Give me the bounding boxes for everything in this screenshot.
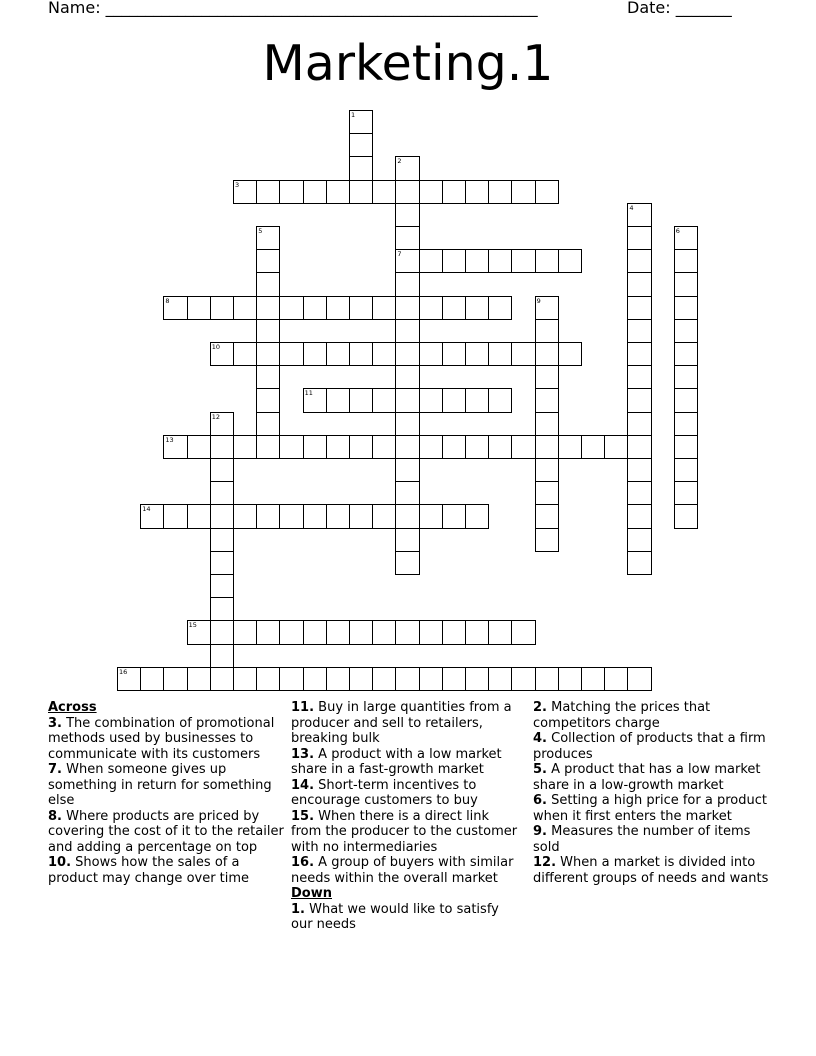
grid-cell[interactable] (140, 667, 164, 691)
clue-number: 3 (235, 180, 240, 189)
clue-item (533, 762, 769, 793)
grid-cell[interactable] (395, 435, 419, 459)
clue-item-text: The combination of promotional methods used by businesses to communicate with its customers (48, 715, 275, 762)
grid-cell[interactable] (279, 435, 303, 459)
grid-cell[interactable] (326, 388, 350, 412)
grid-cell[interactable] (117, 667, 141, 691)
grid-cell[interactable] (326, 296, 350, 320)
grid-cell[interactable] (349, 388, 373, 412)
grid-cell[interactable] (303, 620, 327, 644)
grid-cell[interactable] (210, 504, 234, 528)
grid-cell[interactable] (488, 435, 512, 459)
grid-cell[interactable] (187, 504, 211, 528)
clue-item-text: Short-term incentives to encourage customers to buy (291, 777, 478, 808)
grid-cell[interactable] (419, 180, 443, 204)
grid-cell[interactable] (488, 620, 512, 644)
grid-cell[interactable] (187, 667, 211, 691)
grid-cell[interactable] (395, 528, 419, 552)
grid-cell[interactable] (372, 180, 396, 204)
clue-number: 14 (142, 505, 151, 514)
clue-item-text: A product with a low market share in a fast-growth market (291, 746, 502, 777)
clue-item-text: Shows how the sales of a product may change over time (48, 855, 250, 886)
grid-cell[interactable] (395, 551, 419, 575)
grid-cell[interactable] (558, 249, 582, 273)
grid-cell[interactable] (535, 180, 559, 204)
grid-cell[interactable] (511, 342, 535, 366)
grid-cell[interactable] (627, 296, 651, 320)
grid-cell[interactable] (465, 180, 489, 204)
grid-cell[interactable] (627, 388, 651, 412)
grid-cell[interactable] (395, 620, 419, 644)
clue-item-number: 13. (291, 746, 315, 762)
clue-item (291, 902, 523, 933)
grid-cell[interactable] (581, 667, 605, 691)
grid-cell[interactable] (233, 435, 257, 459)
grid-cell[interactable] (395, 365, 419, 389)
clue-heading: Across (48, 700, 97, 715)
grid-cell[interactable] (442, 180, 466, 204)
grid-cell[interactable] (163, 296, 187, 320)
clue-item (48, 762, 284, 809)
grid-cell[interactable] (163, 667, 187, 691)
clue-column-2 (291, 700, 523, 933)
grid-cell[interactable] (326, 180, 350, 204)
clue-item-number: 8. (48, 808, 62, 824)
grid-cell[interactable] (279, 296, 303, 320)
grid-cell[interactable] (488, 180, 512, 204)
grid-cell[interactable] (419, 667, 443, 691)
clue-item-number: 9. (533, 824, 547, 839)
clue-number: 6 (675, 227, 680, 235)
grid-cell[interactable] (442, 435, 466, 459)
clue-item-text: Measures the number of items sold (533, 824, 751, 855)
grid-cell[interactable] (535, 412, 559, 436)
clue-number: 5 (258, 227, 263, 235)
clue-number: 10 (211, 343, 221, 351)
grid-cell[interactable] (303, 504, 327, 528)
clue-item-number: 12. (533, 855, 557, 870)
clue-item (48, 855, 284, 886)
grid-cell[interactable] (419, 296, 443, 320)
grid-cell[interactable] (372, 296, 396, 320)
grid-cell[interactable] (419, 342, 443, 366)
grid-cell[interactable] (419, 249, 443, 273)
grid-cell[interactable] (372, 620, 396, 644)
clue-item-text: A product that has a low market share in a low-growth market (533, 762, 761, 793)
grid-cell[interactable] (349, 342, 373, 366)
clue-number: 15 (188, 621, 197, 630)
grid-cell[interactable] (256, 342, 280, 366)
grid-cell[interactable] (627, 504, 651, 528)
grid-cell[interactable] (604, 667, 628, 691)
grid-cell[interactable] (210, 620, 234, 644)
clue-item-text: Collection of products that a firm produces (533, 731, 766, 762)
grid-cell[interactable] (674, 504, 698, 528)
grid-cell[interactable] (349, 504, 373, 528)
grid-cell[interactable] (395, 319, 419, 343)
grid-cell[interactable] (535, 458, 559, 482)
clue-heading: Down (291, 886, 332, 901)
grid-cell[interactable] (256, 226, 280, 250)
clue-item (48, 716, 284, 763)
grid-cell[interactable] (372, 435, 396, 459)
grid-cell[interactable] (395, 272, 419, 296)
clue-item-number: 2. (533, 700, 547, 715)
grid-cell[interactable] (442, 296, 466, 320)
grid-cell[interactable] (256, 296, 280, 320)
grid-cell[interactable] (256, 504, 280, 528)
grid-cell[interactable] (465, 249, 489, 273)
clue-number: 13 (165, 435, 174, 444)
grid-cell[interactable] (419, 388, 443, 412)
clue-item (291, 778, 523, 809)
grid-cell[interactable] (511, 249, 535, 273)
clue-item-number: 1. (291, 901, 305, 917)
grid-cell[interactable] (187, 296, 211, 320)
grid-cell[interactable] (256, 180, 280, 204)
clue-item (291, 747, 523, 778)
clue-number: 7 (397, 250, 402, 259)
grid-cell[interactable] (256, 249, 280, 273)
clue-item (533, 731, 769, 762)
grid-cell[interactable] (535, 342, 559, 366)
clue-item-number: 4. (533, 731, 547, 746)
grid-cell[interactable] (511, 180, 535, 204)
grid-cell[interactable] (395, 388, 419, 412)
grid-cell[interactable] (395, 504, 419, 528)
grid-cell[interactable] (674, 342, 698, 366)
grid-cell[interactable] (674, 481, 698, 505)
clue-column-3 (533, 700, 769, 886)
grid-cell[interactable] (303, 667, 327, 691)
date-field[interactable]: Date: _______ (627, 0, 732, 17)
grid-cell[interactable] (674, 412, 698, 436)
grid-cell[interactable] (442, 388, 466, 412)
grid-cell[interactable] (303, 342, 327, 366)
grid-cell[interactable] (558, 435, 582, 459)
clue-number: 12 (211, 412, 221, 421)
grid-cell[interactable] (465, 435, 489, 459)
grid-cell[interactable] (674, 435, 698, 459)
clue-item-number: 14. (291, 777, 315, 793)
grid-cell[interactable] (233, 667, 257, 691)
grid-cell[interactable] (233, 342, 257, 366)
grid-cell[interactable] (210, 528, 234, 552)
grid-cell[interactable] (465, 667, 489, 691)
grid-cell[interactable] (210, 667, 234, 691)
puzzle-title: Marketing.1 (262, 35, 554, 92)
grid-cell[interactable] (488, 249, 512, 273)
clue-number: 8 (165, 296, 170, 305)
clue-item-number: 11. (291, 700, 315, 715)
grid-cell[interactable] (511, 667, 535, 691)
grid-cell[interactable] (210, 551, 234, 575)
grid-cell[interactable] (442, 504, 466, 528)
clue-item (48, 809, 284, 856)
grid-cell[interactable] (349, 110, 373, 134)
clue-item (533, 855, 769, 886)
grid-cell[interactable] (488, 342, 512, 366)
grid-cell[interactable] (256, 412, 280, 436)
grid-cell[interactable] (395, 180, 419, 204)
clue-item-number: 6. (533, 793, 547, 808)
grid-cell[interactable] (535, 504, 559, 528)
grid-cell[interactable] (535, 249, 559, 273)
clue-item-text: Setting a high price for a product when it first enters the market (533, 793, 767, 824)
grid-cell[interactable] (233, 180, 257, 204)
grid-cell[interactable] (349, 180, 373, 204)
grid-cell[interactable] (349, 667, 373, 691)
grid-cell[interactable] (442, 667, 466, 691)
clue-number: 16 (119, 667, 128, 676)
grid-cell[interactable] (442, 342, 466, 366)
clue-number: 4 (629, 203, 634, 212)
grid-cell[interactable] (233, 296, 257, 320)
grid-cell[interactable] (279, 620, 303, 644)
grid-cell[interactable] (535, 319, 559, 343)
grid-cell[interactable] (279, 504, 303, 528)
clue-item-text: Buy in large quantities from a producer and sell to retailers, breaking bulk (291, 700, 512, 746)
clue-number: 9 (536, 296, 541, 305)
clue-number: 11 (304, 389, 313, 398)
grid-cell[interactable] (627, 365, 651, 389)
grid-cell[interactable] (604, 435, 628, 459)
grid-cell[interactable] (326, 620, 350, 644)
grid-cell[interactable] (627, 226, 651, 250)
grid-cell[interactable] (511, 620, 535, 644)
grid-cell[interactable] (210, 597, 234, 621)
grid-cell[interactable] (303, 180, 327, 204)
grid-cell[interactable] (210, 296, 234, 320)
grid-cell[interactable] (395, 203, 419, 227)
grid-cell[interactable] (674, 365, 698, 389)
grid-cell[interactable] (326, 504, 350, 528)
grid-cell[interactable] (465, 504, 489, 528)
grid-cell[interactable] (187, 435, 211, 459)
grid-cell[interactable] (303, 435, 327, 459)
clue-item (533, 824, 769, 855)
grid-cell[interactable] (279, 342, 303, 366)
grid-cell[interactable] (395, 342, 419, 366)
clue-item-text: Matching the prices that competitors charge (533, 700, 711, 731)
grid-cell[interactable] (395, 412, 419, 436)
grid-cell[interactable] (674, 249, 698, 273)
clue-item (533, 700, 769, 731)
grid-cell[interactable] (419, 620, 443, 644)
grid-cell[interactable] (349, 435, 373, 459)
grid-cell[interactable] (395, 296, 419, 320)
clue-item (291, 855, 523, 886)
clue-item-number: 10. (48, 855, 72, 870)
grid-cell[interactable] (627, 272, 651, 296)
grid-cell[interactable] (163, 504, 187, 528)
grid-cell[interactable] (674, 226, 698, 250)
grid-cell[interactable] (627, 249, 651, 273)
grid-cell[interactable] (256, 365, 280, 389)
grid-cell[interactable] (511, 435, 535, 459)
grid-cell[interactable] (187, 620, 211, 644)
grid-cell[interactable] (210, 574, 234, 598)
grid-cell[interactable] (465, 388, 489, 412)
grid-cell[interactable] (674, 319, 698, 343)
clue-number: 1 (351, 111, 356, 119)
grid-cell[interactable] (256, 435, 280, 459)
grid-cell[interactable] (372, 667, 396, 691)
clue-item-text: What we would like to satisfy our needs (291, 901, 499, 932)
grid-cell[interactable] (256, 620, 280, 644)
grid-cell[interactable] (535, 365, 559, 389)
name-field[interactable]: Name: ______________________________________________________ (48, 0, 538, 17)
grid-cell[interactable] (442, 620, 466, 644)
grid-cell[interactable] (627, 551, 651, 575)
grid-cell[interactable] (233, 620, 257, 644)
clue-item-text: A group of buyers with similar needs within the overall market (291, 855, 514, 886)
grid-cell[interactable] (326, 667, 350, 691)
grid-cell[interactable] (210, 342, 234, 366)
grid-cell[interactable] (558, 667, 582, 691)
grid-cell[interactable] (279, 180, 303, 204)
grid-cell[interactable] (372, 388, 396, 412)
clue-item-number: 15. (291, 808, 315, 824)
grid-cell[interactable] (627, 667, 651, 691)
grid-cell[interactable] (535, 388, 559, 412)
grid-cell[interactable] (210, 458, 234, 482)
grid-cell[interactable] (535, 528, 559, 552)
clue-number: 2 (397, 157, 402, 166)
grid-cell[interactable] (256, 667, 280, 691)
grid-cell[interactable] (627, 458, 651, 482)
grid-cell[interactable] (674, 272, 698, 296)
grid-cell[interactable] (395, 458, 419, 482)
grid-cell[interactable] (627, 435, 651, 459)
grid-cell[interactable] (210, 644, 234, 668)
grid-cell[interactable] (627, 203, 651, 227)
grid-cell[interactable] (349, 156, 373, 180)
grid-cell[interactable] (627, 528, 651, 552)
clue-item-text: When someone gives up something in return for something else (48, 762, 272, 808)
grid-cell[interactable] (674, 388, 698, 412)
grid-cell[interactable] (256, 272, 280, 296)
grid-cell[interactable] (349, 620, 373, 644)
grid-cell[interactable] (535, 667, 559, 691)
grid-cell[interactable] (395, 156, 419, 180)
clue-item (291, 700, 523, 747)
grid-cell[interactable] (674, 458, 698, 482)
grid-cell[interactable] (372, 342, 396, 366)
clue-item-number: 3. (48, 715, 62, 731)
grid-cell[interactable] (349, 296, 373, 320)
grid-cell[interactable] (465, 296, 489, 320)
grid-cell[interactable] (419, 435, 443, 459)
grid-cell[interactable] (303, 388, 327, 412)
clue-item (291, 809, 523, 856)
clue-item (533, 793, 769, 824)
grid-cell[interactable] (279, 667, 303, 691)
grid-cell[interactable] (535, 296, 559, 320)
clue-item-text: When there is a direct link from the producer to the customer with no intermediaries (291, 808, 518, 855)
grid-cell[interactable] (395, 667, 419, 691)
grid-cell[interactable] (488, 667, 512, 691)
grid-cell[interactable] (210, 481, 234, 505)
grid-cell[interactable] (372, 504, 396, 528)
grid-cell[interactable] (465, 342, 489, 366)
clue-item-number: 16. (291, 855, 315, 870)
grid-cell[interactable] (256, 388, 280, 412)
grid-cell[interactable] (419, 504, 443, 528)
grid-cell[interactable] (233, 504, 257, 528)
grid-cell[interactable] (395, 249, 419, 273)
clue-item-number: 5. (533, 762, 547, 777)
grid-cell[interactable] (627, 481, 651, 505)
grid-cell[interactable] (349, 133, 373, 157)
grid-cell[interactable] (581, 435, 605, 459)
grid-cell[interactable] (326, 342, 350, 366)
grid-cell[interactable] (140, 504, 164, 528)
clue-item-text: Where products are priced by covering the cost of it to the retailer and adding a percentage on top (48, 808, 284, 855)
grid-cell[interactable] (465, 620, 489, 644)
grid-cell[interactable] (488, 296, 512, 320)
clue-item-number: 7. (48, 762, 62, 777)
grid-cell[interactable] (488, 388, 512, 412)
grid-cell[interactable] (326, 435, 350, 459)
grid-cell[interactable] (395, 226, 419, 250)
grid-cell[interactable] (256, 319, 280, 343)
clue-column-1 (48, 700, 284, 886)
grid-cell[interactable] (395, 481, 419, 505)
grid-cell[interactable] (627, 412, 651, 436)
grid-cell[interactable] (303, 296, 327, 320)
grid-cell[interactable] (210, 435, 234, 459)
grid-cell[interactable] (558, 342, 582, 366)
grid-cell[interactable] (163, 435, 187, 459)
grid-cell[interactable] (442, 249, 466, 273)
grid-cell[interactable] (627, 342, 651, 366)
clue-item-text: When a market is divided into different groups of needs and wants (533, 855, 769, 886)
grid-cell[interactable] (674, 296, 698, 320)
grid-cell[interactable] (210, 412, 234, 436)
grid-cell[interactable] (627, 319, 651, 343)
grid-cell[interactable] (535, 481, 559, 505)
grid-cell[interactable] (535, 435, 559, 459)
